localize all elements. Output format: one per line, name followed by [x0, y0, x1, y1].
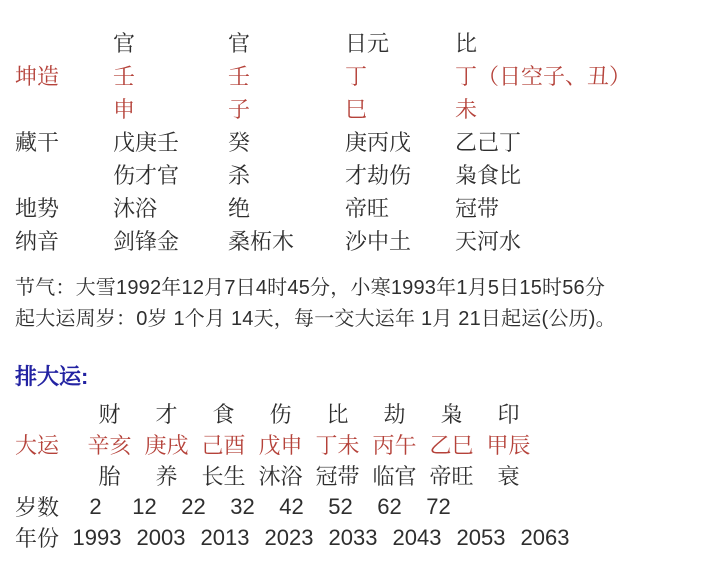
years-row-label: 年份	[15, 526, 60, 551]
age-cell: 52	[328, 493, 353, 519]
shishen-cell: 才	[155, 402, 178, 427]
shishen-cell: 比	[326, 402, 349, 427]
shishen-cell: 印	[497, 402, 520, 427]
age-cell: 62	[377, 493, 402, 519]
pillar-cell: 日元	[345, 31, 390, 56]
dayun-pillars-row	[15, 429, 719, 460]
year-cell: 2043	[392, 524, 442, 550]
state-cell: 长生	[201, 464, 246, 489]
row-label-nayin: 纳音	[15, 229, 60, 254]
state-cell: 帝旺	[429, 464, 474, 489]
natal-row-shishen	[15, 26, 719, 59]
dayun-pillar: 庚戌	[144, 433, 189, 458]
row-label-kunzao: 坤造	[15, 64, 60, 89]
pillar-cell: 比	[455, 31, 478, 56]
pillar-cell: 申	[113, 97, 136, 122]
row-label-canggan: 藏干	[15, 130, 60, 155]
pillar-cell: 杀	[228, 163, 251, 188]
pillar-cell: 丁（日空子、丑）	[455, 64, 632, 89]
age-cell: 72	[426, 493, 451, 519]
age-cell: 22	[181, 493, 206, 519]
shishen-cell: 枭	[440, 402, 463, 427]
year-cell: 2033	[328, 524, 378, 550]
shishen-cell: 食	[212, 402, 235, 427]
state-cell: 养	[155, 464, 178, 489]
state-cell: 衰	[497, 464, 520, 489]
natal-row-branches	[15, 92, 719, 125]
pillar-cell: 剑锋金	[113, 229, 180, 254]
qiyun-line: 起大运周岁：0岁 1个月 14天，每一交大运年 1月 21日起运(公历)。	[15, 308, 616, 330]
year-cell: 2053	[456, 524, 506, 550]
pillar-cell: 枭食比	[455, 163, 522, 188]
pillar-cell: 帝旺	[345, 196, 390, 221]
natal-row-dishi	[15, 191, 719, 224]
pillar-cell: 沙中土	[345, 229, 412, 254]
pillar-cell: 沐浴	[113, 196, 158, 221]
pillar-cell: 丁	[345, 64, 368, 89]
pillar-cell: 冠带	[455, 196, 500, 221]
pillar-cell: 官	[113, 31, 136, 56]
dayun-states-row	[15, 460, 719, 491]
year-cell: 2023	[264, 524, 314, 550]
dayun-pillar: 己酉	[201, 433, 246, 458]
row-label-dishi: 地势	[15, 196, 60, 221]
dayun-pillar: 戊申	[258, 433, 303, 458]
dayun-pillar: 丁未	[315, 433, 360, 458]
state-cell: 冠带	[315, 464, 360, 489]
pillar-cell: 乙己丁	[455, 130, 522, 155]
pillar-cell: 桑柘木	[228, 229, 295, 254]
pillar-cell: 庚丙戊	[345, 130, 412, 155]
pillar-cell: 戊庚壬	[113, 130, 180, 155]
pillar-cell: 壬	[113, 64, 136, 89]
dayun-pillar: 乙巳	[429, 433, 474, 458]
age-cell: 42	[279, 493, 304, 519]
shishen-cell: 劫	[383, 402, 406, 427]
dayun-ages-row	[15, 491, 719, 522]
state-cell: 沐浴	[258, 464, 303, 489]
dayun-pillar: 甲辰	[486, 433, 531, 458]
dayun-pillar: 辛亥	[87, 433, 132, 458]
dayun-pillar: 丙午	[372, 433, 417, 458]
info-paragraph	[15, 273, 719, 335]
pillar-cell: 壬	[228, 64, 251, 89]
pillar-cell: 未	[455, 97, 478, 122]
pillar-cell: 绝	[228, 196, 251, 221]
year-cell: 1993	[72, 524, 122, 550]
shishen-cell: 财	[98, 402, 121, 427]
ages-row-label: 岁数	[15, 495, 60, 520]
year-cell: 2003	[136, 524, 186, 550]
natal-row-nayin	[15, 224, 719, 257]
jieqi-line: 节气：大雪1992年12月7日4时45分，小寒1993年1月5日15时56分	[15, 277, 606, 299]
dayun-heading: 排大运:	[15, 364, 89, 389]
natal-row-stems	[15, 59, 719, 92]
pillar-cell: 官	[228, 31, 251, 56]
pillar-cell: 癸	[228, 130, 251, 155]
natal-chart-table	[15, 26, 719, 257]
natal-row-canggan-shishen	[15, 158, 719, 191]
age-cell: 2	[89, 493, 102, 519]
shishen-cell: 伤	[269, 402, 292, 427]
dayun-years-row	[15, 522, 719, 553]
natal-row-canggan	[15, 125, 719, 158]
pillar-cell: 天河水	[455, 229, 522, 254]
age-cell: 32	[230, 493, 255, 519]
year-cell: 2013	[200, 524, 250, 550]
pillar-cell: 巳	[345, 97, 368, 122]
pillar-cell: 伤才官	[113, 163, 180, 188]
state-cell: 胎	[98, 464, 121, 489]
dayun-row-label: 大运	[15, 433, 60, 458]
dayun-shishen-row	[15, 398, 719, 429]
state-cell: 临官	[372, 464, 417, 489]
pillar-cell: 子	[228, 97, 251, 122]
pillar-cell: 才劫伤	[345, 163, 412, 188]
age-cell: 12	[132, 493, 157, 519]
year-cell: 2063	[520, 524, 570, 550]
